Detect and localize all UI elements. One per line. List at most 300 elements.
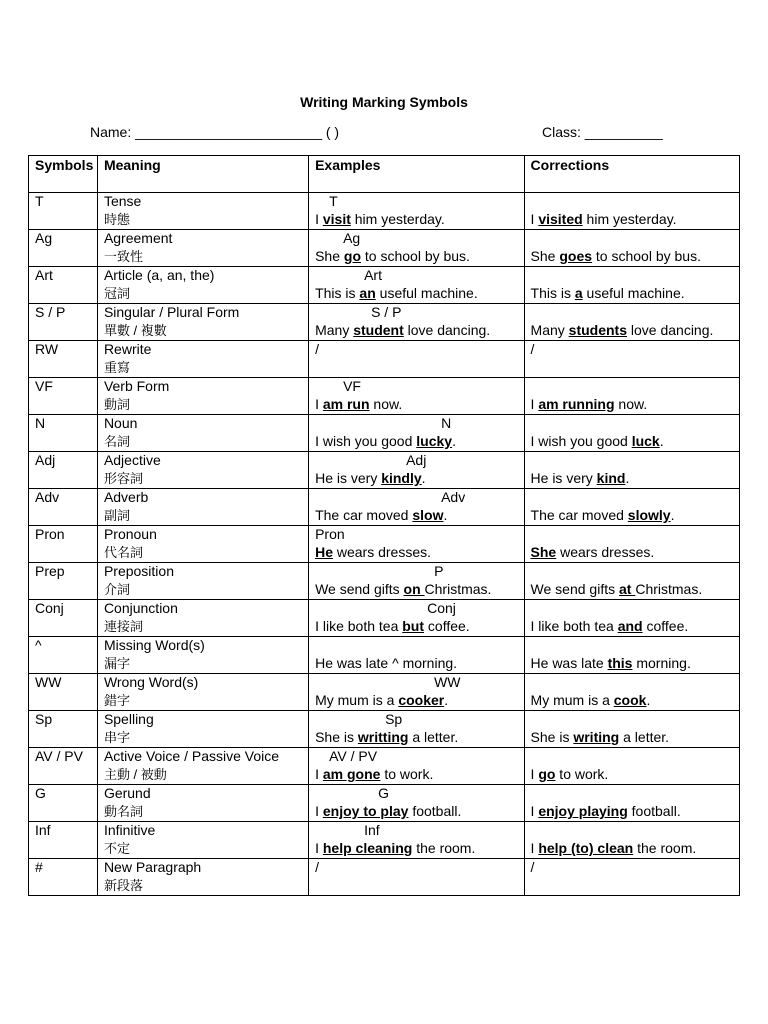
sentence-part: football. bbox=[408, 803, 462, 819]
table-row bbox=[29, 304, 740, 341]
sentence-part: Christmas. bbox=[635, 581, 703, 597]
sentence-part: She bbox=[315, 248, 344, 264]
spacer-line bbox=[531, 637, 733, 655]
error-mark: G bbox=[378, 785, 389, 801]
sentence-part: him yesterday. bbox=[582, 211, 677, 227]
header-symbols: Symbols bbox=[29, 156, 98, 193]
example-cell bbox=[309, 785, 524, 822]
meaning-cell bbox=[97, 267, 308, 304]
sentence-part: He was late bbox=[530, 655, 608, 671]
class-field: Class: __________ bbox=[542, 124, 663, 140]
sentence-part: I bbox=[315, 840, 323, 856]
sentence-part: She is bbox=[315, 729, 358, 745]
highlighted-word: enjoy playing bbox=[538, 803, 628, 819]
correction-cell bbox=[524, 563, 739, 600]
highlighted-word: at bbox=[618, 581, 636, 597]
error-mark: S / P bbox=[371, 304, 402, 320]
sentence-part: him yesterday. bbox=[350, 211, 445, 227]
error-mark: Adv bbox=[441, 489, 466, 505]
error-mark: N bbox=[441, 415, 452, 431]
table-header-row bbox=[29, 156, 740, 193]
symbol-text: Ag bbox=[35, 230, 53, 246]
example-cell bbox=[309, 600, 524, 637]
sentence-part: She is bbox=[530, 729, 574, 745]
symbol-cell bbox=[29, 748, 98, 785]
sentence-part: morning. bbox=[632, 655, 691, 671]
meaning-english: Article (a, an, the) bbox=[103, 267, 215, 283]
error-mark: Adj bbox=[406, 452, 427, 468]
example-sentence bbox=[315, 285, 517, 303]
spacer-line bbox=[531, 267, 733, 285]
meaning-english: Missing Word(s) bbox=[103, 637, 205, 653]
meaning-cell bbox=[97, 378, 308, 415]
highlighted-word: am gone bbox=[322, 766, 381, 782]
spacer-line bbox=[531, 785, 733, 803]
symbol-cell bbox=[29, 600, 98, 637]
error-mark: Ag bbox=[343, 230, 361, 246]
table-row bbox=[29, 230, 740, 267]
error-mark: VF bbox=[343, 378, 361, 394]
highlighted-word: writting bbox=[357, 729, 409, 745]
sentence-part: This is bbox=[315, 285, 360, 301]
error-mark: P bbox=[434, 563, 444, 579]
error-mark: Pron bbox=[315, 526, 345, 542]
page-title: Writing Marking Symbols bbox=[300, 94, 468, 110]
symbol-text: VF bbox=[35, 378, 53, 394]
meaning-chinese: 重寫 bbox=[103, 360, 130, 375]
sentence-part: Many bbox=[315, 322, 354, 338]
correction-sentence bbox=[531, 655, 733, 673]
sentence-part: useful machine. bbox=[582, 285, 685, 301]
sentence-part: This is bbox=[530, 285, 575, 301]
sentence-part: / bbox=[315, 859, 319, 875]
header-corrections: Corrections bbox=[524, 156, 739, 193]
example-sentence bbox=[315, 655, 517, 673]
example-sentence bbox=[315, 470, 517, 488]
meaning-cell bbox=[97, 230, 308, 267]
meaning-cell bbox=[97, 489, 308, 526]
symbol-cell bbox=[29, 193, 98, 230]
sentence-part: My mum is a bbox=[530, 692, 614, 708]
sentence-part: to school by bus. bbox=[361, 248, 470, 264]
meaning-cell bbox=[97, 526, 308, 563]
correction-cell bbox=[524, 711, 739, 748]
table-row bbox=[29, 563, 740, 600]
meaning-english: Agreement bbox=[103, 230, 173, 246]
meaning-english: Pronoun bbox=[103, 526, 157, 542]
correction-sentence bbox=[531, 692, 733, 710]
spacer-line bbox=[531, 711, 733, 729]
sentence-part: the room. bbox=[412, 840, 476, 856]
symbol-cell bbox=[29, 859, 98, 896]
sentence-part: the room. bbox=[633, 840, 697, 856]
highlighted-word: cooker bbox=[398, 692, 445, 708]
correction-cell bbox=[524, 341, 739, 378]
highlighted-word: this bbox=[607, 655, 633, 671]
highlighted-word: help (to) clean bbox=[538, 840, 634, 856]
correction-sentence bbox=[531, 341, 733, 359]
error-mark: T bbox=[329, 193, 338, 209]
sentence-part: now. bbox=[614, 396, 648, 412]
spacer-line bbox=[531, 304, 733, 322]
example-sentence bbox=[315, 211, 517, 229]
sentence-part: useful machine. bbox=[375, 285, 478, 301]
meaning-english: Preposition bbox=[103, 563, 174, 579]
symbol-text: WW bbox=[35, 674, 62, 690]
meaning-chinese: 連接詞 bbox=[103, 619, 143, 634]
correction-cell bbox=[524, 748, 739, 785]
meaning-chinese: 介詞 bbox=[103, 582, 130, 597]
correction-sentence bbox=[531, 396, 733, 414]
example-cell bbox=[309, 230, 524, 267]
spacer-line bbox=[531, 600, 733, 618]
symbol-text: Art bbox=[35, 267, 53, 283]
meaning-english: Singular / Plural Form bbox=[103, 304, 240, 320]
meaning-chinese: 名詞 bbox=[103, 434, 130, 449]
sentence-part: . bbox=[646, 692, 651, 708]
highlighted-word: on bbox=[403, 581, 425, 597]
sentence-part: love dancing. bbox=[627, 322, 714, 338]
symbol-cell bbox=[29, 637, 98, 674]
symbol-cell bbox=[29, 267, 98, 304]
table-row bbox=[29, 415, 740, 452]
spacer-line bbox=[531, 674, 733, 692]
sentence-part: We send gifts bbox=[315, 581, 404, 597]
meaning-chinese: 串字 bbox=[103, 730, 130, 745]
example-cell bbox=[309, 489, 524, 526]
correction-sentence bbox=[531, 729, 733, 747]
spacer-line bbox=[531, 452, 733, 470]
spacer-line bbox=[531, 563, 733, 581]
correction-sentence bbox=[531, 544, 733, 562]
symbol-text: Adj bbox=[35, 452, 56, 468]
symbol-cell bbox=[29, 489, 98, 526]
meaning-cell bbox=[97, 785, 308, 822]
symbol-text: AV / PV bbox=[35, 748, 83, 764]
table-row bbox=[29, 378, 740, 415]
highlighted-word: slowly bbox=[627, 507, 671, 523]
meaning-cell bbox=[97, 563, 308, 600]
table-row bbox=[29, 674, 740, 711]
correction-cell bbox=[524, 489, 739, 526]
highlighted-word: goes bbox=[559, 248, 593, 264]
meaning-english: Verb Form bbox=[103, 378, 170, 394]
sentence-part: . bbox=[421, 470, 426, 486]
example-cell bbox=[309, 452, 524, 489]
correction-sentence bbox=[531, 618, 733, 636]
correction-sentence bbox=[531, 322, 733, 340]
example-cell bbox=[309, 711, 524, 748]
symbol-cell bbox=[29, 415, 98, 452]
sentence-part: Christmas. bbox=[424, 581, 492, 597]
header-examples: Examples bbox=[309, 156, 524, 193]
symbol-text: Pron bbox=[35, 526, 65, 542]
highlighted-word: go bbox=[343, 248, 361, 264]
correction-cell bbox=[524, 304, 739, 341]
symbol-text: Inf bbox=[35, 822, 51, 838]
sentence-part: a letter. bbox=[408, 729, 459, 745]
meaning-chinese: 副詞 bbox=[103, 508, 130, 523]
meaning-english: Gerund bbox=[103, 785, 151, 801]
error-mark: WW bbox=[434, 674, 461, 690]
correction-sentence bbox=[531, 859, 733, 877]
correction-cell bbox=[524, 230, 739, 267]
sentence-part: . bbox=[443, 507, 448, 523]
symbol-text: ^ bbox=[35, 637, 42, 653]
sentence-part: to work. bbox=[380, 766, 434, 782]
sentence-part: to work. bbox=[555, 766, 609, 782]
sentence-part: I wish you good bbox=[530, 433, 632, 449]
sentence-part: We send gifts bbox=[530, 581, 619, 597]
symbol-text: Adv bbox=[35, 489, 60, 505]
sentence-part: The car moved bbox=[315, 507, 413, 523]
correction-cell bbox=[524, 415, 739, 452]
correction-sentence bbox=[531, 507, 733, 525]
meaning-english: Infinitive bbox=[103, 822, 156, 838]
sentence-part: The car moved bbox=[530, 507, 628, 523]
sentence-part: She bbox=[530, 248, 560, 264]
sentence-part: coffee. bbox=[424, 618, 470, 634]
symbol-text: T bbox=[35, 193, 44, 209]
sentence-part: I bbox=[315, 803, 323, 819]
example-sentence bbox=[315, 433, 517, 451]
meaning-chinese: 錯字 bbox=[103, 693, 130, 708]
spacer-line bbox=[531, 230, 733, 248]
spacer-line bbox=[531, 415, 733, 433]
spacer-line bbox=[531, 489, 733, 507]
table-row bbox=[29, 711, 740, 748]
meaning-cell bbox=[97, 341, 308, 378]
correction-sentence bbox=[531, 211, 733, 229]
example-cell bbox=[309, 526, 524, 563]
meaning-chinese: 漏字 bbox=[103, 656, 130, 671]
example-sentence bbox=[315, 341, 517, 359]
table-row bbox=[29, 637, 740, 674]
example-cell bbox=[309, 193, 524, 230]
symbol-cell bbox=[29, 304, 98, 341]
sentence-part: I like both tea bbox=[315, 618, 403, 634]
highlighted-word: help cleaning bbox=[322, 840, 413, 856]
sentence-part: . bbox=[670, 507, 675, 523]
correction-cell bbox=[524, 378, 739, 415]
example-cell bbox=[309, 563, 524, 600]
sentence-part: / bbox=[315, 341, 319, 357]
highlighted-word: luck bbox=[631, 433, 660, 449]
highlighted-word: enjoy to play bbox=[322, 803, 409, 819]
meaning-chinese: 動名詞 bbox=[103, 804, 143, 819]
example-cell bbox=[309, 267, 524, 304]
example-sentence bbox=[315, 766, 517, 784]
error-mark bbox=[315, 637, 517, 655]
symbol-cell bbox=[29, 230, 98, 267]
meaning-cell bbox=[97, 859, 308, 896]
spacer-line bbox=[531, 748, 733, 766]
symbol-text: N bbox=[35, 415, 46, 431]
example-sentence bbox=[315, 322, 517, 340]
symbol-text: Prep bbox=[35, 563, 65, 579]
sentence-part: I bbox=[315, 766, 323, 782]
highlighted-word: visit bbox=[322, 211, 351, 227]
symbol-cell bbox=[29, 822, 98, 859]
sentence-part: I bbox=[530, 766, 539, 782]
meaning-cell bbox=[97, 674, 308, 711]
meaning-chinese: 不定 bbox=[103, 841, 130, 856]
meaning-english: Adjective bbox=[103, 452, 161, 468]
example-cell bbox=[309, 822, 524, 859]
error-mark: AV / PV bbox=[329, 748, 378, 764]
spacer-line bbox=[531, 822, 733, 840]
meaning-chinese: 形容詞 bbox=[103, 471, 143, 486]
highlighted-word: kindly bbox=[381, 470, 422, 486]
sentence-part: I like both tea bbox=[530, 618, 618, 634]
sentence-part: now. bbox=[369, 396, 403, 412]
meaning-english: Spelling bbox=[103, 711, 154, 727]
correction-sentence bbox=[531, 581, 733, 599]
highlighted-word: visited bbox=[538, 211, 583, 227]
symbol-cell bbox=[29, 674, 98, 711]
table-row bbox=[29, 785, 740, 822]
meaning-chinese: 單數 / 複數 bbox=[103, 323, 167, 338]
symbol-cell bbox=[29, 563, 98, 600]
sentence-part: coffee. bbox=[642, 618, 689, 634]
sentence-part: I bbox=[530, 211, 539, 227]
sentence-part: to school by bus. bbox=[592, 248, 701, 264]
highlighted-word: students bbox=[568, 322, 627, 338]
correction-cell bbox=[524, 267, 739, 304]
meaning-english: Tense bbox=[103, 193, 142, 209]
highlighted-word: student bbox=[353, 322, 404, 338]
symbol-cell bbox=[29, 341, 98, 378]
sentence-part: . bbox=[625, 470, 630, 486]
sentence-part: wears dresses. bbox=[332, 544, 432, 560]
example-sentence bbox=[315, 544, 517, 562]
table-row bbox=[29, 452, 740, 489]
meaning-cell bbox=[97, 748, 308, 785]
correction-sentence bbox=[531, 766, 733, 784]
symbol-text: S / P bbox=[35, 304, 66, 320]
example-sentence bbox=[315, 618, 517, 636]
meaning-cell bbox=[97, 193, 308, 230]
symbol-cell bbox=[29, 378, 98, 415]
correction-cell bbox=[524, 637, 739, 674]
example-sentence bbox=[315, 396, 517, 414]
sentence-part: love dancing. bbox=[403, 322, 491, 338]
example-cell bbox=[309, 674, 524, 711]
symbol-cell bbox=[29, 711, 98, 748]
correction-sentence bbox=[531, 840, 733, 858]
sentence-part: He is very bbox=[315, 470, 382, 486]
example-sentence bbox=[315, 692, 517, 710]
meaning-english: Noun bbox=[103, 415, 138, 431]
example-cell bbox=[309, 378, 524, 415]
sentence-part: He is very bbox=[530, 470, 597, 486]
meaning-cell bbox=[97, 711, 308, 748]
correction-cell bbox=[524, 600, 739, 637]
table-body bbox=[29, 193, 740, 896]
correction-sentence bbox=[531, 470, 733, 488]
sentence-part: . bbox=[659, 433, 664, 449]
highlighted-word: am running bbox=[538, 396, 615, 412]
highlighted-word: slow bbox=[412, 507, 444, 523]
sentence-part: He was late ^ morning. bbox=[315, 655, 458, 671]
correction-cell bbox=[524, 193, 739, 230]
table-row bbox=[29, 526, 740, 563]
sentence-part: I bbox=[530, 396, 539, 412]
meaning-english: Adverb bbox=[103, 489, 149, 505]
example-sentence bbox=[315, 248, 517, 266]
sentence-part: I bbox=[530, 840, 539, 856]
meaning-cell bbox=[97, 637, 308, 674]
example-cell bbox=[309, 748, 524, 785]
table-row bbox=[29, 748, 740, 785]
highlighted-word: writing bbox=[573, 729, 620, 745]
meaning-cell bbox=[97, 415, 308, 452]
table-row bbox=[29, 341, 740, 378]
correction-cell bbox=[524, 859, 739, 896]
sentence-part: I bbox=[315, 396, 323, 412]
sentence-part: a letter. bbox=[619, 729, 670, 745]
correction-sentence bbox=[531, 285, 733, 303]
example-cell bbox=[309, 304, 524, 341]
sentence-part: . bbox=[444, 692, 449, 708]
meaning-cell bbox=[97, 600, 308, 637]
spacer-line bbox=[531, 526, 733, 544]
highlighted-word: and bbox=[617, 618, 643, 634]
error-mark: Conj bbox=[427, 600, 456, 616]
symbol-text: Sp bbox=[35, 711, 53, 727]
sentence-part: . bbox=[452, 433, 456, 449]
sentence-part: / bbox=[530, 341, 535, 357]
error-mark: Sp bbox=[385, 711, 403, 727]
table-row bbox=[29, 267, 740, 304]
example-sentence bbox=[315, 729, 517, 747]
symbol-text: # bbox=[35, 859, 43, 875]
correction-sentence bbox=[531, 248, 733, 266]
highlighted-word: cook bbox=[613, 692, 647, 708]
meaning-english: Rewrite bbox=[103, 341, 152, 357]
highlighted-word: am run bbox=[322, 396, 370, 412]
error-mark: Inf bbox=[364, 822, 380, 838]
meaning-english: Conjunction bbox=[103, 600, 178, 616]
example-cell bbox=[309, 859, 524, 896]
sentence-part: / bbox=[530, 859, 535, 875]
example-cell bbox=[309, 415, 524, 452]
correction-cell bbox=[524, 452, 739, 489]
correction-cell bbox=[524, 674, 739, 711]
example-sentence bbox=[315, 859, 517, 877]
meaning-chinese: 新段落 bbox=[103, 878, 143, 893]
symbol-text: Conj bbox=[35, 600, 64, 616]
sentence-part: football. bbox=[627, 803, 681, 819]
symbol-cell bbox=[29, 526, 98, 563]
highlighted-word: an bbox=[359, 285, 376, 301]
highlighted-word: kind bbox=[596, 470, 626, 486]
symbol-text: RW bbox=[35, 341, 59, 357]
highlighted-word: but bbox=[402, 618, 425, 634]
meaning-chinese: 主動 / 被動 bbox=[103, 767, 167, 782]
meaning-english: Active Voice / Passive Voice bbox=[103, 748, 280, 764]
spacer-line bbox=[531, 193, 733, 211]
marking-symbols-table bbox=[28, 155, 740, 896]
sentence-part: I bbox=[530, 803, 539, 819]
sentence-part: wears dresses. bbox=[556, 544, 655, 560]
meaning-chinese: 代名詞 bbox=[103, 545, 143, 560]
highlighted-word: lucky bbox=[416, 433, 453, 449]
highlighted-word: go bbox=[538, 766, 556, 782]
symbol-cell bbox=[29, 452, 98, 489]
example-cell bbox=[309, 637, 524, 674]
highlighted-word: a bbox=[574, 285, 583, 301]
